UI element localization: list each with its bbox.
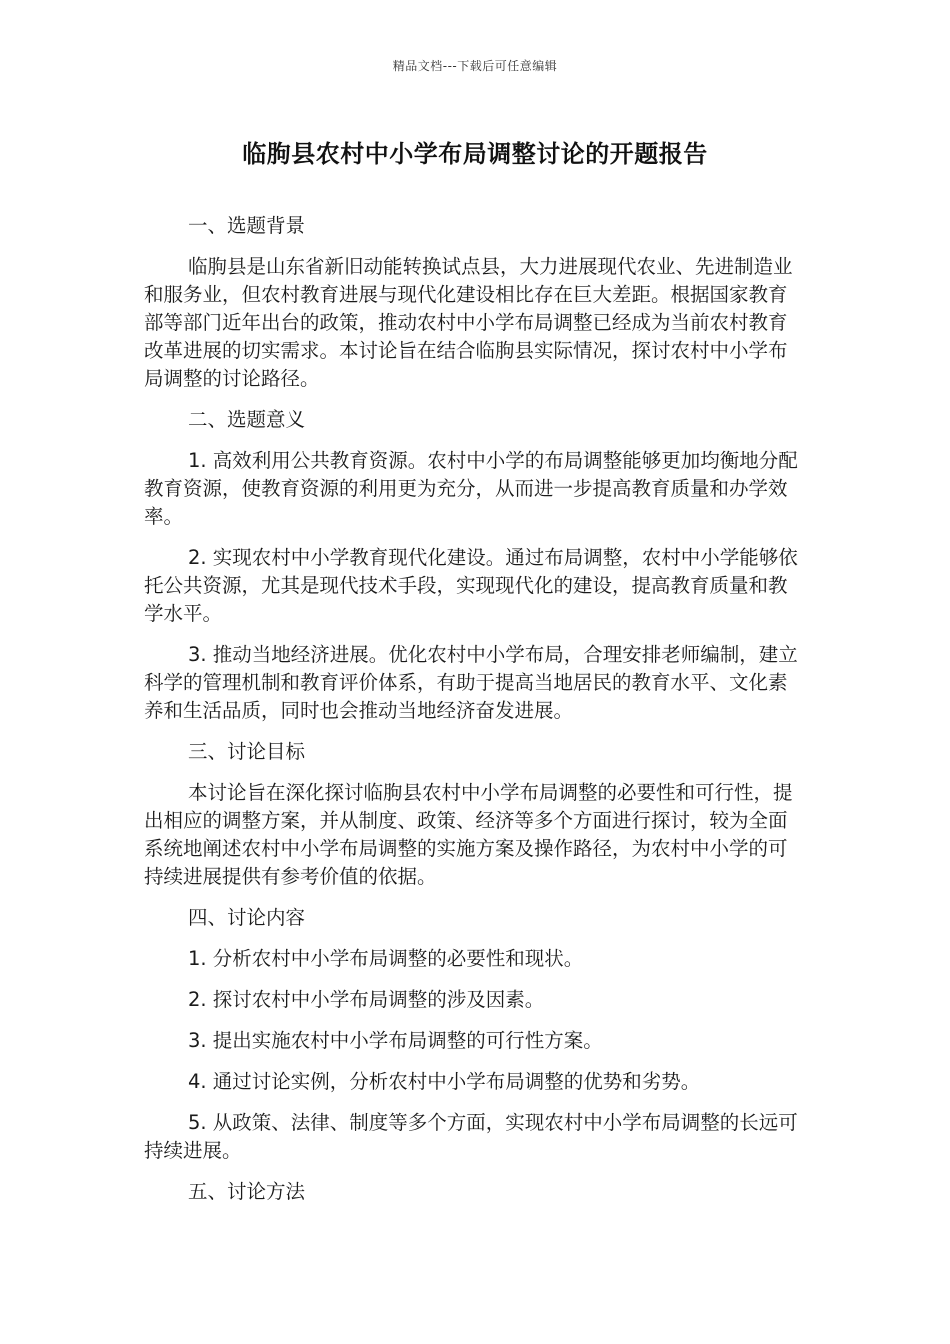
paragraph-objectives: 本讨论旨在深化探讨临朐县农村中小学布局调整的必要性和可行性，提出相应的调整方案，并从制度、政策、经济等多个方面进行探讨，较为全面系统地阐述农村中小学布局调整的实施方案及操作路径，为农村中小学的可持续进展提供有参考价值的依据。	[144, 781, 793, 888]
section-heading-content: 四、讨论内容	[188, 906, 306, 929]
list-item-content-1: 1. 分析农村中小学布局调整的必要性和现状。	[188, 947, 584, 970]
section-heading-objectives: 三、讨论目标	[188, 740, 306, 763]
section-heading-background: 一、选题背景	[188, 214, 306, 237]
list-item-content-2: 2. 探讨农村中小学布局调整的涉及因素。	[188, 988, 545, 1011]
section-heading-significance: 二、选题意义	[188, 408, 306, 431]
list-item-content-5: 5. 从政策、法律、制度等多个方面，实现农村中小学布局调整的长远可持续进展。	[144, 1111, 798, 1162]
paragraph-significance-1: 1. 高效利用公共教育资源。农村中小学的布局调整能够更加均衡地分配教育资源，使教育资源的利用更为充分，从而进一步提高教育质量和办学效率。	[144, 449, 798, 528]
paragraph-significance-2: 2. 实现农村中小学教育现代化建设。通过布局调整，农村中小学能够依托公共资源，尤其是现代技术手段，实现现代化的建设，提高教育质量和教学水平。	[144, 546, 798, 625]
page-header-note: 精品文档---下载后可任意编辑	[392, 59, 558, 73]
paragraph-significance-3: 3. 推动当地经济进展。优化农村中小学布局，合理安排老师编制，建立科学的管理机制和教育评价体系，有助于提高当地居民的教育水平、文化素养和生活品质，同时也会推动当地经济奋发进展。	[144, 643, 798, 722]
list-item-content-4: 4. 通过讨论实例，分析农村中小学布局调整的优势和劣势。	[188, 1070, 701, 1093]
section-heading-methods: 五、讨论方法	[188, 1180, 306, 1203]
document-title: 临朐县农村中小学布局调整讨论的开题报告	[242, 140, 708, 168]
list-item-content-3: 3. 提出实施农村中小学布局调整的可行性方案。	[188, 1029, 603, 1052]
paragraph-background: 临朐县是山东省新旧动能转换试点县，大力进展现代农业、先进制造业和服务业，但农村教育进展与现代化建设相比存在巨大差距。根据国家教育部等部门近年出台的政策，推动农村中小学布局调整已经成为当前农村教育改革进展的切实需求。本讨论旨在结合临朐县实际情况，探讨农村中小学布局调整的讨论路径。	[144, 255, 793, 390]
document-body	[144, 212, 800, 1219]
